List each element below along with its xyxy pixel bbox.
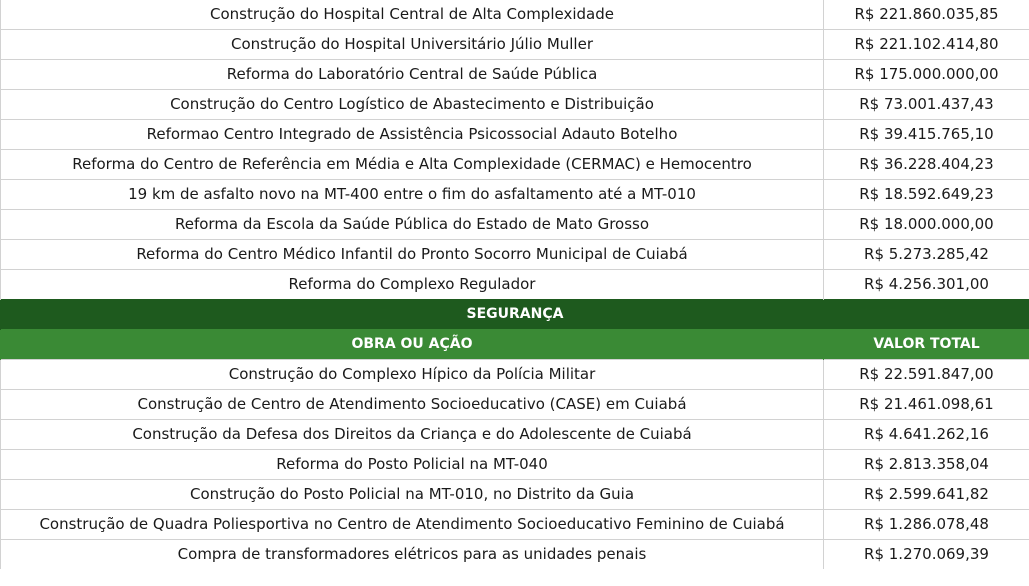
table-row: [1, 0, 1029, 29]
obra-cell: Construção do Complexo Hípico da Polícia Militar: [1, 359, 824, 389]
table-row: [1, 89, 1029, 119]
obra-cell: Compra de transformadores elétricos para as unidades penais: [1, 539, 824, 569]
table-row: [1, 119, 1029, 149]
valor-cell: R$ 221.102.414,80: [824, 29, 1029, 59]
table-row: [1, 29, 1029, 59]
obra-column-header: OBRA OU AÇÃO: [1, 329, 824, 359]
valor-cell: R$ 36.228.404,23: [824, 149, 1029, 179]
obra-cell: Reforma do Centro Médico Infantil do Pronto Socorro Municipal de Cuiabá: [1, 239, 824, 269]
obra-cell: Reforma do Complexo Regulador: [1, 269, 824, 299]
obra-cell: Construção do Centro Logístico de Abastecimento e Distribuição: [1, 89, 824, 119]
obra-cell: Reforma do Centro de Referência em Média e Alta Complexidade (CERMAC) e Hemocentro: [1, 149, 824, 179]
valor-cell: R$ 4.641.262,16: [824, 419, 1029, 449]
table-row: [1, 239, 1029, 269]
obra-cell: Construção de Centro de Atendimento Socioeducativo (CASE) em Cuiabá: [1, 389, 824, 419]
table-row: [1, 539, 1029, 569]
valor-cell: R$ 39.415.765,10: [824, 119, 1029, 149]
table-row: [1, 209, 1029, 239]
valor-cell: R$ 73.001.437,43: [824, 89, 1029, 119]
valor-cell: R$ 1.270.069,39: [824, 539, 1029, 569]
obra-cell: 19 km de asfalto novo na MT-400 entre o fim do asfaltamento até a MT-010: [1, 179, 824, 209]
section-title: SEGURANÇA: [1, 299, 1029, 329]
valor-cell: R$ 18.000.000,00: [824, 209, 1029, 239]
table-row: [1, 59, 1029, 89]
table-row: [1, 359, 1029, 389]
obra-cell: Reforma do Posto Policial na MT-040: [1, 449, 824, 479]
valor-cell: R$ 1.286.078,48: [824, 509, 1029, 539]
table-row: [1, 479, 1029, 509]
table-row: [1, 179, 1029, 209]
table-row: [1, 389, 1029, 419]
table-row: [1, 149, 1029, 179]
table-row: [1, 419, 1029, 449]
obra-cell: Reformao Centro Integrado de Assistência Psicossocial Adauto Botelho: [1, 119, 824, 149]
table-row: [1, 509, 1029, 539]
section-header-row: [1, 299, 1029, 329]
valor-cell: R$ 2.599.641,82: [824, 479, 1029, 509]
column-header-row: [1, 329, 1029, 359]
table-row: [1, 269, 1029, 299]
obra-cell: Construção do Hospital Universitário Júlio Muller: [1, 29, 824, 59]
valor-cell: R$ 21.461.098,61: [824, 389, 1029, 419]
valor-cell: R$ 5.273.285,42: [824, 239, 1029, 269]
valor-cell: R$ 4.256.301,00: [824, 269, 1029, 299]
valor-cell: R$ 22.591.847,00: [824, 359, 1029, 389]
valor-cell: R$ 18.592.649,23: [824, 179, 1029, 209]
valor-cell: R$ 221.860.035,85: [824, 0, 1029, 29]
table-row: [1, 449, 1029, 479]
obra-cell: Construção do Posto Policial na MT-010, no Distrito da Guia: [1, 479, 824, 509]
valor-column-header: VALOR TOTAL: [824, 329, 1029, 359]
obra-cell: Construção da Defesa dos Direitos da Criança e do Adolescente de Cuiabá: [1, 419, 824, 449]
obra-cell: Construção do Hospital Central de Alta Complexidade: [1, 0, 824, 29]
obra-cell: Construção de Quadra Poliesportiva no Centro de Atendimento Socioeducativo Feminino de Cuiabá: [1, 509, 824, 539]
valor-cell: R$ 175.000.000,00: [824, 59, 1029, 89]
obra-cell: Reforma do Laboratório Central de Saúde Pública: [1, 59, 824, 89]
valor-cell: R$ 2.813.358,04: [824, 449, 1029, 479]
obra-cell: Reforma da Escola da Saúde Pública do Estado de Mato Grosso: [1, 209, 824, 239]
